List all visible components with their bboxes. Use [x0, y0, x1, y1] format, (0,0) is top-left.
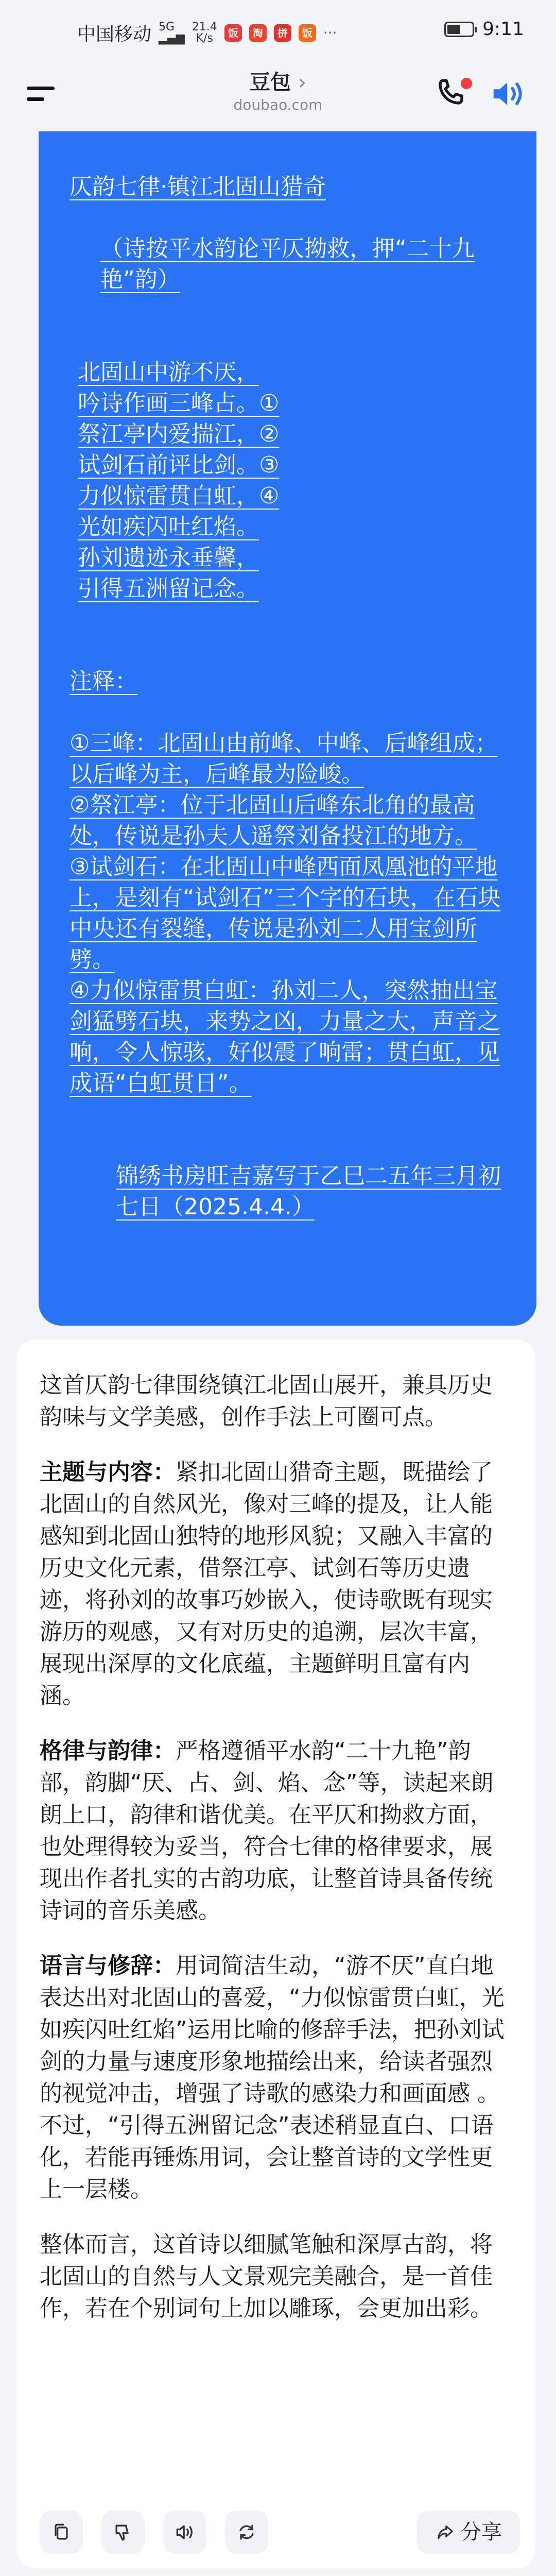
status-left	[77, 20, 337, 46]
ai-intro: 这首仄韵七律围绕镇江北固山展开，兼具历史韵味与文学美感，创作手法上可圈可点。	[40, 1372, 493, 1430]
message-actions	[40, 2511, 520, 2557]
network-indicator	[159, 22, 185, 44]
regenerate-button[interactable]	[225, 2511, 268, 2554]
poem-subtitle: （诗按平水韵论平仄拗救，押“二十九艳”韵）	[100, 235, 475, 293]
more-notifications-icon: ···	[323, 24, 337, 41]
poem-line: 试剑石前评比剑。③	[78, 452, 280, 478]
note-item: ③试剑石：在北固山中峰西面凤凰池的平地上，是刻有“试剑石”三个字的石块，在石块中央还有裂缝，传说是孙刘二人用宝剑所劈。	[70, 854, 501, 973]
note-item: ①三峰：北固山由前峰、中峰、后峰组成；以后峰为主，后峰最为险峻。	[70, 730, 498, 787]
header-title[interactable]	[175, 66, 381, 113]
poem-body	[70, 357, 505, 604]
thumbs-down-icon	[112, 2521, 134, 2544]
speaker-icon	[173, 2521, 196, 2544]
poem-line: 光如疾闪吐红焰。	[78, 514, 259, 540]
note-item: ②祭江亭：位于北固山后峰东北角的最高处，传说是孙夫人遥祭刘备投江的地方。	[70, 792, 477, 849]
note-item: ④力似惊雷贯白虹：孙刘二人，突然抽出宝剑猛劈石块，来势之凶，力量之大，声音之响，令人惊骇，好似震了响雷；贯白虹，见成语“白虹贯日”。	[70, 977, 500, 1096]
share-icon	[435, 2522, 456, 2543]
app-title: 豆包 ›	[250, 71, 306, 94]
signal-bars-icon: ▂▄▆	[159, 31, 185, 45]
app-icon-red-3: 拼	[274, 24, 291, 42]
call-notification-badge	[459, 76, 474, 91]
poem-line: 北固山中游不厌，	[78, 359, 259, 385]
app-domain: doubao.com	[233, 96, 323, 113]
ai-section-language	[40, 1950, 512, 2206]
poem-line: 祭江亭内爱揣江，②	[78, 421, 280, 447]
status-right	[444, 19, 524, 40]
menu-icon[interactable]	[27, 83, 58, 104]
speaker-icon[interactable]	[489, 75, 528, 112]
share-label: 分享	[461, 2520, 502, 2544]
copy-button[interactable]	[40, 2511, 83, 2554]
app-icon-orange: 饭	[299, 24, 316, 42]
clock-time: 9:11	[482, 19, 524, 40]
refresh-icon	[235, 2521, 258, 2544]
poem-line: 孙刘遗迹永垂馨，	[78, 545, 259, 571]
battery-fill	[447, 25, 460, 34]
dislike-button[interactable]	[101, 2511, 145, 2554]
poem-signature: 锦绣书房旺吉嘉写于乙巳二五年三月初七日（2025.4.4.）	[116, 1163, 501, 1220]
read-aloud-button[interactable]	[163, 2511, 206, 2554]
user-message-bubble[interactable]	[39, 131, 536, 1326]
status-bar	[0, 0, 556, 62]
app-icon-red-2: 淘	[249, 24, 267, 42]
poem-line: 吟诗作画三峰占。①	[78, 390, 280, 416]
carrier-label: 中国移动	[77, 24, 152, 45]
section-body: 用词简洁生动，“游不厌”直白地表达出对北固山的喜爱，“力似惊雷贯白虹，光如疾闪吐红焰”运用比喻的修辞手法，把孙刘试剑的力量与速度形象地描绘出来，给读者强烈的视觉冲击，增强了诗歌的感染力和画面感 。不过，“引得五洲留记念”表述稍显直白、口语化，若能再锤炼用词，会让整首诗的文学性更上一层楼。	[40, 1953, 505, 2202]
section-heading: 主题与内容：	[40, 1459, 176, 1485]
app-header	[0, 62, 556, 124]
share-button[interactable]	[417, 2511, 520, 2554]
section-body: 紧扣北固山猎奇主题，既描绘了北固山的自然风光，像对三峰的提及，让人能感知到北固山独特的地形风貌；又融入丰富的历史文化元素，借祭江亭、试剑石等历史遗迹，将孙刘的故事巧妙嵌入，使诗歌既有现实游历的观感，又有对历史的追溯，层次丰富，展现出深厚的文化底蕴，主题鲜明且富有内涵。	[40, 1459, 493, 1709]
copy-icon	[50, 2521, 73, 2544]
section-heading: 语言与修辞：	[40, 1953, 176, 1979]
poem-line: 力似惊雷贯白虹，④	[78, 483, 280, 509]
chevron-right-icon: ›	[298, 71, 306, 94]
notes-header: 注释：	[70, 668, 137, 694]
ai-response-card	[16, 1340, 535, 2568]
speed-value: 21.4	[192, 20, 217, 33]
section-heading: 格律与韵律：	[40, 1738, 176, 1764]
battery-icon	[444, 22, 474, 37]
speed-indicator	[192, 22, 217, 44]
poem-title: 仄韵七律·镇江北固山猎奇	[70, 174, 326, 200]
poem-line: 引得五洲留记念。	[78, 575, 259, 602]
ai-conclusion: 整体而言，这首诗以细腻笔触和深厚古韵，将北固山的自然与人文景观完美融合，是一首佳作，若在个别词句上加以雕琢，会更加出彩。	[40, 2231, 493, 2321]
app-icon-red-1: 饭	[224, 24, 242, 42]
network-type: 5G	[159, 20, 175, 33]
ai-section-theme	[40, 1456, 512, 1712]
speed-unit: K/s	[196, 31, 213, 45]
ai-section-meter	[40, 1735, 512, 1927]
section-body: 严格遵循平水韵“二十九艳”韵部，韵脚“厌、占、剑、焰、念”等，读起来朗朗上口，韵律和谐优美。在平仄和拗救方面，也处理得较为妥当，符合七律的格律要求，展现出作者扎实的古韵功底，让整首诗具备传统诗词的音乐美感。	[40, 1738, 494, 1924]
